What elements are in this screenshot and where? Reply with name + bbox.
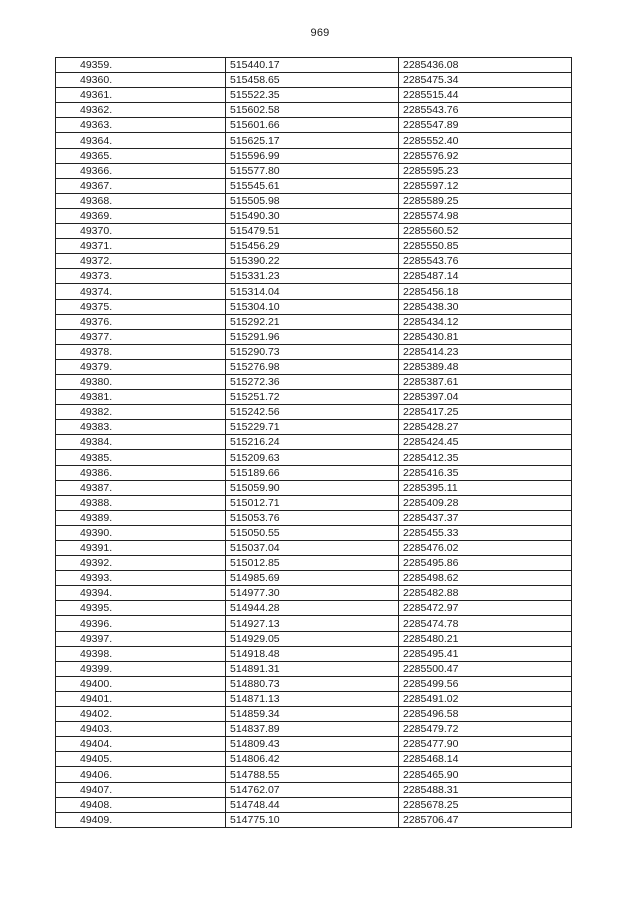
x-coordinate-cell: 514748.44 — [226, 797, 399, 812]
x-coordinate-cell: 515456.29 — [226, 239, 399, 254]
table-row — [56, 103, 572, 118]
x-coordinate-cell: 515229.71 — [226, 420, 399, 435]
table-row — [56, 193, 572, 208]
point-id-cell: 49389. — [56, 510, 226, 525]
y-coordinate-cell: 2285456.18 — [399, 284, 572, 299]
coordinate-table — [55, 57, 572, 828]
table-row — [56, 148, 572, 163]
y-coordinate-cell: 2285597.12 — [399, 178, 572, 193]
y-coordinate-cell: 2285455.33 — [399, 525, 572, 540]
y-coordinate-cell: 2285465.90 — [399, 767, 572, 782]
point-id-cell: 49386. — [56, 465, 226, 480]
table-row — [56, 586, 572, 601]
x-coordinate-cell: 515479.51 — [226, 224, 399, 239]
y-coordinate-cell: 2285475.34 — [399, 73, 572, 88]
x-coordinate-cell: 515012.85 — [226, 556, 399, 571]
table-row — [56, 359, 572, 374]
x-coordinate-cell: 515490.30 — [226, 208, 399, 223]
table-row — [56, 284, 572, 299]
x-coordinate-cell: 514977.30 — [226, 586, 399, 601]
point-id-cell: 49401. — [56, 691, 226, 706]
x-coordinate-cell: 515314.04 — [226, 284, 399, 299]
y-coordinate-cell: 2285472.97 — [399, 601, 572, 616]
point-id-cell: 49385. — [56, 450, 226, 465]
point-id-cell: 49397. — [56, 631, 226, 646]
point-id-cell: 49360. — [56, 73, 226, 88]
table-row — [56, 314, 572, 329]
point-id-cell: 49406. — [56, 767, 226, 782]
table-row — [56, 208, 572, 223]
x-coordinate-cell: 514809.43 — [226, 737, 399, 752]
table-row — [56, 405, 572, 420]
y-coordinate-cell: 2285437.37 — [399, 510, 572, 525]
table-row — [56, 390, 572, 405]
table-row — [56, 812, 572, 827]
point-id-cell: 49395. — [56, 601, 226, 616]
y-coordinate-cell: 2285496.58 — [399, 707, 572, 722]
y-coordinate-cell: 2285589.25 — [399, 193, 572, 208]
table-row — [56, 178, 572, 193]
x-coordinate-cell: 514918.48 — [226, 646, 399, 661]
page-number: 969 — [310, 27, 330, 39]
table-row — [56, 661, 572, 676]
point-id-cell: 49378. — [56, 344, 226, 359]
x-coordinate-cell: 515292.21 — [226, 314, 399, 329]
x-coordinate-cell: 515012.71 — [226, 495, 399, 510]
table-row — [56, 631, 572, 646]
point-id-cell: 49374. — [56, 284, 226, 299]
x-coordinate-cell: 515601.66 — [226, 118, 399, 133]
y-coordinate-cell: 2285424.45 — [399, 435, 572, 450]
point-id-cell: 49403. — [56, 722, 226, 737]
point-id-cell: 49376. — [56, 314, 226, 329]
point-id-cell: 49367. — [56, 178, 226, 193]
y-coordinate-cell: 2285515.44 — [399, 88, 572, 103]
table-row — [56, 707, 572, 722]
point-id-cell: 49383. — [56, 420, 226, 435]
table-row — [56, 676, 572, 691]
point-id-cell: 49362. — [56, 103, 226, 118]
y-coordinate-cell: 2285387.61 — [399, 374, 572, 389]
y-coordinate-cell: 2285397.04 — [399, 390, 572, 405]
table-row — [56, 58, 572, 73]
table-row — [56, 601, 572, 616]
y-coordinate-cell: 2285468.14 — [399, 752, 572, 767]
point-id-cell: 49364. — [56, 133, 226, 148]
y-coordinate-cell: 2285482.88 — [399, 586, 572, 601]
x-coordinate-cell: 514944.28 — [226, 601, 399, 616]
point-id-cell: 49400. — [56, 676, 226, 691]
x-coordinate-cell: 515291.96 — [226, 329, 399, 344]
y-coordinate-cell: 2285595.23 — [399, 163, 572, 178]
y-coordinate-cell: 2285543.76 — [399, 254, 572, 269]
y-coordinate-cell: 2285412.35 — [399, 450, 572, 465]
x-coordinate-cell: 514788.55 — [226, 767, 399, 782]
point-id-cell: 49370. — [56, 224, 226, 239]
table-row — [56, 480, 572, 495]
x-coordinate-cell: 515251.72 — [226, 390, 399, 405]
x-coordinate-cell: 514762.07 — [226, 782, 399, 797]
point-id-cell: 49361. — [56, 88, 226, 103]
x-coordinate-cell: 514927.13 — [226, 616, 399, 631]
y-coordinate-cell: 2285438.30 — [399, 299, 572, 314]
x-coordinate-cell: 515059.90 — [226, 480, 399, 495]
table-row — [56, 752, 572, 767]
point-id-cell: 49402. — [56, 707, 226, 722]
x-coordinate-cell: 515522.35 — [226, 88, 399, 103]
x-coordinate-cell: 515440.17 — [226, 58, 399, 73]
x-coordinate-cell: 514837.89 — [226, 722, 399, 737]
point-id-cell: 49375. — [56, 299, 226, 314]
table-row — [56, 254, 572, 269]
table-row — [56, 133, 572, 148]
table-row — [56, 435, 572, 450]
y-coordinate-cell: 2285488.31 — [399, 782, 572, 797]
point-id-cell: 49379. — [56, 359, 226, 374]
y-coordinate-cell: 2285409.28 — [399, 495, 572, 510]
point-id-cell: 49393. — [56, 571, 226, 586]
x-coordinate-cell: 514891.31 — [226, 661, 399, 676]
point-id-cell: 49392. — [56, 556, 226, 571]
table-row — [56, 782, 572, 797]
y-coordinate-cell: 2285547.89 — [399, 118, 572, 133]
table-row — [56, 420, 572, 435]
point-id-cell: 49365. — [56, 148, 226, 163]
y-coordinate-cell: 2285550.85 — [399, 239, 572, 254]
x-coordinate-cell: 515037.04 — [226, 541, 399, 556]
y-coordinate-cell: 2285574.98 — [399, 208, 572, 223]
y-coordinate-cell: 2285498.62 — [399, 571, 572, 586]
point-id-cell: 49399. — [56, 661, 226, 676]
point-id-cell: 49391. — [56, 541, 226, 556]
y-coordinate-cell: 2285479.72 — [399, 722, 572, 737]
y-coordinate-cell: 2285389.48 — [399, 359, 572, 374]
x-coordinate-cell: 515390.22 — [226, 254, 399, 269]
table-row — [56, 224, 572, 239]
table-row — [56, 88, 572, 103]
point-id-cell: 49388. — [56, 495, 226, 510]
x-coordinate-cell: 514929.05 — [226, 631, 399, 646]
y-coordinate-cell: 2285414.23 — [399, 344, 572, 359]
table-row — [56, 737, 572, 752]
y-coordinate-cell: 2285500.47 — [399, 661, 572, 676]
table-row — [56, 329, 572, 344]
point-id-cell: 49407. — [56, 782, 226, 797]
point-id-cell: 49404. — [56, 737, 226, 752]
y-coordinate-cell: 2285491.02 — [399, 691, 572, 706]
table-row — [56, 722, 572, 737]
table-row — [56, 239, 572, 254]
point-id-cell: 49394. — [56, 586, 226, 601]
x-coordinate-cell: 515505.98 — [226, 193, 399, 208]
table-row — [56, 571, 572, 586]
y-coordinate-cell: 2285487.14 — [399, 269, 572, 284]
point-id-cell: 49381. — [56, 390, 226, 405]
table-row — [56, 525, 572, 540]
table-row — [56, 374, 572, 389]
y-coordinate-cell: 2285576.92 — [399, 148, 572, 163]
x-coordinate-cell: 515209.63 — [226, 450, 399, 465]
table-row — [56, 616, 572, 631]
y-coordinate-cell: 2285706.47 — [399, 812, 572, 827]
point-id-cell: 49390. — [56, 525, 226, 540]
point-id-cell: 49377. — [56, 329, 226, 344]
y-coordinate-cell: 2285428.27 — [399, 420, 572, 435]
x-coordinate-cell: 515276.98 — [226, 359, 399, 374]
point-id-cell: 49366. — [56, 163, 226, 178]
point-id-cell: 49387. — [56, 480, 226, 495]
table-row — [56, 465, 572, 480]
y-coordinate-cell: 2285499.56 — [399, 676, 572, 691]
point-id-cell: 49369. — [56, 208, 226, 223]
point-id-cell: 49363. — [56, 118, 226, 133]
coordinate-table-body — [56, 58, 572, 828]
y-coordinate-cell: 2285560.52 — [399, 224, 572, 239]
table-row — [56, 299, 572, 314]
y-coordinate-cell: 2285434.12 — [399, 314, 572, 329]
x-coordinate-cell: 515272.36 — [226, 374, 399, 389]
x-coordinate-cell: 515596.99 — [226, 148, 399, 163]
point-id-cell: 49396. — [56, 616, 226, 631]
y-coordinate-cell: 2285480.21 — [399, 631, 572, 646]
x-coordinate-cell: 514871.13 — [226, 691, 399, 706]
table-row — [56, 163, 572, 178]
y-coordinate-cell: 2285477.90 — [399, 737, 572, 752]
x-coordinate-cell: 514806.42 — [226, 752, 399, 767]
x-coordinate-cell: 515458.65 — [226, 73, 399, 88]
point-id-cell: 49398. — [56, 646, 226, 661]
table-row — [56, 73, 572, 88]
x-coordinate-cell: 514880.73 — [226, 676, 399, 691]
table-row — [56, 691, 572, 706]
point-id-cell: 49371. — [56, 239, 226, 254]
table-row — [56, 767, 572, 782]
x-coordinate-cell: 515304.10 — [226, 299, 399, 314]
x-coordinate-cell: 515053.76 — [226, 510, 399, 525]
y-coordinate-cell: 2285543.76 — [399, 103, 572, 118]
y-coordinate-cell: 2285474.78 — [399, 616, 572, 631]
x-coordinate-cell: 515625.17 — [226, 133, 399, 148]
table-row — [56, 495, 572, 510]
table-row — [56, 344, 572, 359]
y-coordinate-cell: 2285416.35 — [399, 465, 572, 480]
y-coordinate-cell: 2285476.02 — [399, 541, 572, 556]
y-coordinate-cell: 2285678.25 — [399, 797, 572, 812]
point-id-cell: 49372. — [56, 254, 226, 269]
x-coordinate-cell: 515189.66 — [226, 465, 399, 480]
y-coordinate-cell: 2285436.08 — [399, 58, 572, 73]
x-coordinate-cell: 515050.55 — [226, 525, 399, 540]
point-id-cell: 49405. — [56, 752, 226, 767]
table-row — [56, 797, 572, 812]
y-coordinate-cell: 2285495.86 — [399, 556, 572, 571]
x-coordinate-cell: 515290.73 — [226, 344, 399, 359]
x-coordinate-cell: 515331.23 — [226, 269, 399, 284]
point-id-cell: 49408. — [56, 797, 226, 812]
table-row — [56, 510, 572, 525]
point-id-cell: 49384. — [56, 435, 226, 450]
y-coordinate-cell: 2285395.11 — [399, 480, 572, 495]
point-id-cell: 49373. — [56, 269, 226, 284]
point-id-cell: 49380. — [56, 374, 226, 389]
x-coordinate-cell: 515216.24 — [226, 435, 399, 450]
y-coordinate-cell: 2285552.40 — [399, 133, 572, 148]
point-id-cell: 49368. — [56, 193, 226, 208]
table-row — [56, 541, 572, 556]
table-row — [56, 450, 572, 465]
table-row — [56, 556, 572, 571]
x-coordinate-cell: 515602.58 — [226, 103, 399, 118]
point-id-cell: 49409. — [56, 812, 226, 827]
y-coordinate-cell: 2285430.81 — [399, 329, 572, 344]
table-row — [56, 269, 572, 284]
y-coordinate-cell: 2285417.25 — [399, 405, 572, 420]
point-id-cell: 49382. — [56, 405, 226, 420]
table-row — [56, 118, 572, 133]
x-coordinate-cell: 514775.10 — [226, 812, 399, 827]
y-coordinate-cell: 2285495.41 — [399, 646, 572, 661]
x-coordinate-cell: 515545.61 — [226, 178, 399, 193]
table-row — [56, 646, 572, 661]
point-id-cell: 49359. — [56, 58, 226, 73]
x-coordinate-cell: 515577.80 — [226, 163, 399, 178]
x-coordinate-cell: 514859.34 — [226, 707, 399, 722]
x-coordinate-cell: 514985.69 — [226, 571, 399, 586]
x-coordinate-cell: 515242.56 — [226, 405, 399, 420]
